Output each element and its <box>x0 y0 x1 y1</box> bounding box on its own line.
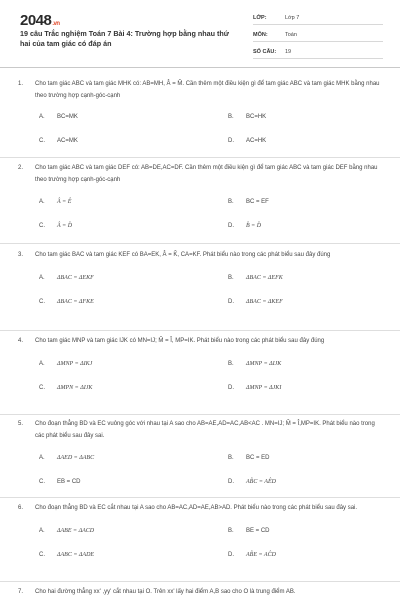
option-d[interactable]: D. ΔMNP = ΔJKI <box>228 384 282 391</box>
option-d[interactable]: D. AB̂C = AÊD <box>228 479 276 485</box>
meta-table <box>253 11 383 62</box>
question-text: Cho hai đường thẳng xx' ,yy' cắt nhau tại O. Trên xx' lấy hai điểm A,B sao cho O là trung điểm AB. <box>35 589 296 595</box>
option-b[interactable]: B. BC = ED <box>228 455 270 461</box>
option-c[interactable]: C. AC=MK <box>39 138 78 144</box>
option-a[interactable]: A. ΔABE = ΔACD <box>39 527 95 534</box>
meta-row-class <box>253 11 383 25</box>
question-text: Cho tam giác ABC và tam giác MHK có: AB=MH, Â = M̂. Cần thêm một điều kiện gì để tam giác ABC và tam giác MHK bằng nhau theo trường hợp cạnh-góc-cạnh <box>35 81 380 99</box>
question-divider <box>0 157 400 158</box>
question-3 <box>18 250 382 307</box>
question-number: 2. <box>18 165 24 171</box>
meta-row-subject <box>253 28 383 42</box>
meta-value: Lớp 7 <box>285 14 300 21</box>
site-logo[interactable]: 2048.vn <box>20 12 60 29</box>
option-b[interactable]: B. ΔBAC = ΔEFK <box>228 274 283 281</box>
meta-label: MÔN: <box>253 31 268 38</box>
question-divider <box>0 497 400 498</box>
meta-label: SỐ CÂU: <box>253 48 277 55</box>
question-5 <box>18 419 382 487</box>
option-a[interactable]: A. ΔBAC = ΔEKF <box>39 274 94 281</box>
meta-value: 19 <box>285 48 292 55</box>
option-d[interactable]: D. AC=HK <box>228 138 267 144</box>
header-divider <box>0 67 400 68</box>
question-1 <box>18 79 382 147</box>
meta-row-count <box>253 45 383 59</box>
question-number: 3. <box>18 252 24 258</box>
option-a[interactable]: A. ΔAED = ΔABC <box>39 455 95 461</box>
question-7 <box>18 587 382 599</box>
question-2 <box>18 163 382 231</box>
question-number: 7. <box>18 589 24 595</box>
page-title: 19 câu Trắc nghiệm Toán 7 Bài 4: Trường hợp bằng nhau thứ hai của tam giác có đáp án <box>20 29 229 48</box>
question-number: 4. <box>18 338 24 344</box>
question-divider <box>0 414 400 415</box>
option-c[interactable]: C. EB = CD <box>39 479 81 485</box>
option-b[interactable]: B. BC = EF <box>228 199 269 205</box>
question-text: Cho tam giác BAC và tam giác KEF có BA=EK, Â = K̂, CA=KF. Phát biểu nào trong các phát biểu sau đây đúng <box>35 252 331 258</box>
option-a[interactable]: A. Â = Ê <box>39 199 72 205</box>
question-number: 5. <box>18 421 24 427</box>
question-text: Cho tam giác MNP và tam giác IJK có MN=IJ; M̂ = Î, MP=IK. Phát biểu nào trong các phát biểu sau đây đúng <box>35 338 325 344</box>
question-divider <box>0 330 400 331</box>
question-divider <box>0 243 400 244</box>
option-d[interactable]: D. AB̂E = AĈD <box>228 551 276 558</box>
question-number: 1. <box>18 81 24 87</box>
meta-value: Toán <box>285 31 297 38</box>
option-d[interactable]: D. B̂ = D̂ <box>228 223 262 229</box>
question-6 <box>18 503 382 560</box>
option-b[interactable]: B. BC=HK <box>228 114 267 120</box>
question-divider <box>0 581 400 582</box>
question-text: Cho tam giác ABC và tam giác DEF có: AB=DE,AC=DF. Cần thêm một điều kiện gì để tam giác ABC và tam giác DEF bằng nhau theo trường hợp cạnh-góc-cạnh <box>35 165 378 183</box>
option-b[interactable]: B. BE = CD <box>228 527 270 534</box>
option-c[interactable]: C. ΔBAC = ΔFKE <box>39 298 94 305</box>
option-d[interactable]: D. ΔBAC = ΔKEF <box>228 298 283 305</box>
question-number: 6. <box>18 505 24 511</box>
meta-label: LỚP: <box>253 14 267 21</box>
option-c[interactable]: C. ΔMPN = ΔIJK <box>39 384 93 391</box>
option-a[interactable]: A. ΔMNP = ΔIKJ <box>39 360 93 367</box>
question-4 <box>18 336 382 393</box>
document-header <box>0 0 400 66</box>
question-text: Cho đoạn thẳng BD và EC cắt nhau tại A sao cho AB=AC,AD=AE,AB>AD. Phát biểu nào trong các phát biểu sau đây sai. <box>35 505 358 511</box>
option-c[interactable]: C. Â = D̂ <box>39 223 73 229</box>
option-c[interactable]: C. ΔABC = ΔADE <box>39 551 95 558</box>
option-a[interactable]: A. BC=MK <box>39 114 78 120</box>
option-b[interactable]: B. ΔMNP = ΔIJK <box>228 360 282 367</box>
question-text: Cho đoạn thẳng BD và EC vuông góc với nhau tại A sao cho AB=AE,AD=AC,AB<AC . MN=IJ; M̂ = Î,MP=IK. Phát biểu nào trong các phát biểu sau đây sai. <box>35 421 375 439</box>
